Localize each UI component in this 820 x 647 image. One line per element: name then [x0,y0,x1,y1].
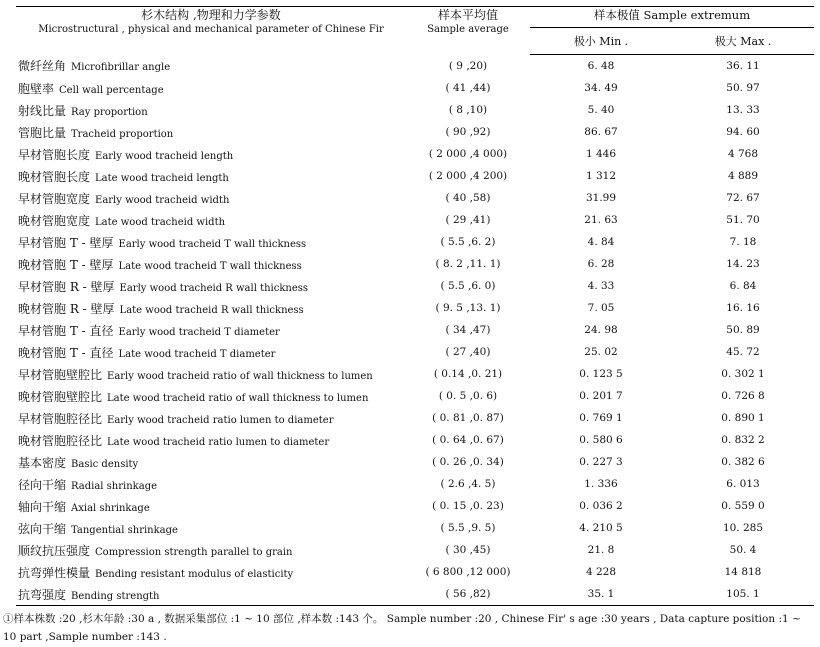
sample-average-cell: ( 2.6 ,4. 5) [440,478,496,490]
parameter-name-zh: 早材管胞 T - 直径 [18,323,114,338]
max-cell: 50. 4 [729,544,757,556]
min-cell: 0. 123 5 [579,368,623,380]
table-row [16,341,814,363]
header-min: 极小 Min . [530,28,672,55]
sample-average-cell: ( 0. 15 ,0. 23) [432,500,504,512]
parameter-name-en: Late wood tracheid width [95,216,226,228]
sample-average-cell: ( 8 ,10) [448,104,488,116]
min-cell: 0. 580 6 [579,434,623,446]
parameter-name-en: Basic density [71,458,139,470]
table-row [16,209,814,231]
parameter-name-zh: 抗弯强度 [18,587,67,602]
parameter-name [16,561,406,583]
max-cell: 0. 382 6 [721,456,765,468]
table-row [16,451,814,473]
parameter-name-en: Microfibrillar angle [71,62,171,74]
parameter-name-zh: 早材管胞 R - 壁厚 [18,279,115,294]
table-row [16,99,814,121]
min-cell: 1 312 [585,170,617,182]
min-cell: 0. 769 1 [579,412,623,424]
table-row [16,561,814,583]
parameter-name-zh: 晚材管胞宽度 [18,213,91,228]
min-cell: 35. 1 [530,583,672,606]
max-cell: 4 889 [727,170,759,182]
sample-average-cell: ( 40 ,58) [445,192,491,204]
max-cell: 0. 302 1 [721,368,765,380]
parameter-name [16,473,406,495]
max-cell: 50. 89 [726,324,760,336]
min-cell: 24. 98 [584,324,618,336]
parameter-name-zh: 晚材管胞 R - 壁厚 [18,301,115,316]
parameter-name-en: Early wood tracheid ratio lumen to diameter [107,414,334,426]
sample-average-cell: ( 34 ,47) [445,324,491,336]
parameter-name-en: Late wood tracheid T wall thickness [118,260,302,272]
max-cell: 51. 70 [726,214,760,226]
min-cell: 25. 02 [584,346,618,358]
parameter-name-zh: 基本密度 [18,455,67,470]
parameter-name-zh: 顺纹抗压强度 [18,543,91,558]
parameter-name [16,77,406,99]
header-parameter-zh: 杉木结构 ,物理和力学参数 [141,8,281,22]
parameter-name [16,121,406,143]
sample-average-cell: ( 0. 64 ,0. 67) [432,434,504,446]
table-row [16,385,814,407]
parameter-name-zh: 早材管胞长度 [18,147,91,162]
max-cell: 7. 18 [729,236,757,248]
parameter-name [16,495,406,517]
parameter-name-en: Early wood tracheid ratio of wall thickness to lumen [107,370,373,382]
min-cell: 31.99 [585,192,617,204]
sample-average-cell: ( 30 ,45) [445,544,491,556]
sample-average-cell: ( 9. 5 ,13. 1) [435,302,501,314]
min-cell: 86. 67 [584,126,618,138]
sample-average-cell: ( 56 ,82) [406,583,530,606]
parameter-name-zh: 射线比量 [18,103,67,118]
parameter-name-en: Compression strength parallel to grain [95,546,293,558]
table-row [16,187,814,209]
sample-average-cell: ( 2 000 ,4 000) [428,148,508,160]
max-cell: 14. 23 [726,258,760,270]
parameter-name-en: Ray proportion [71,106,148,118]
sample-average-cell: ( 5.5 ,6. 0) [440,280,496,292]
footnote: ①样本株数 :20 ,杉木年龄 :30 a , 数据采集部位 :1 ~ 10 部位 ,样本数 :143 个。 Sample number :20 , Chinese Fir' s age :30 years , Data capture position :1 ~ 10 part ,Sample number :143 . [3,613,801,643]
max-cell: 0. 832 2 [721,434,765,446]
sample-average-cell: ( 0. 5 ,0. 6) [438,390,498,402]
min-cell: 21. 63 [584,214,618,226]
parameter-name-zh: 径向干缩 [18,477,67,492]
table-row [16,539,814,561]
parameter-name-zh: 晚材管胞长度 [18,169,91,184]
header-max: 极大 Max . [672,28,814,55]
sample-average-cell: ( 0. 81 ,0. 87) [432,412,504,424]
parameter-name-zh: 早材管胞壁腔比 [18,367,103,382]
parameter-name-en: Axial shrinkage [71,502,150,514]
parameter-name [16,363,406,385]
sample-average-cell: ( 8. 2 ,11. 1) [435,258,501,270]
parameter-name-en: Early wood tracheid T wall thickness [118,238,307,250]
parameter-name-en: Bending strength [71,590,160,602]
table-row [16,297,814,319]
min-cell: 4. 84 [587,236,615,248]
parameter-name [16,539,406,561]
max-cell: 105. 1 [672,583,814,606]
parameter-name [16,275,406,297]
table-row [16,473,814,495]
table-row [16,407,814,429]
parameter-name-zh: 轴向干缩 [18,499,67,514]
header-average-en: Sample average [427,24,509,35]
min-cell: 0. 227 3 [579,456,623,468]
table-row [16,319,814,341]
table-row [16,55,814,78]
header-average [406,7,530,55]
parameter-name [16,253,406,275]
parameter-name-en: Early wood tracheid length [95,150,234,162]
min-cell: 6. 28 [587,258,615,270]
parameter-name-en: Late wood tracheid length [95,172,229,184]
parameter-name-zh: 弦向干缩 [18,521,67,536]
parameter-name [16,583,406,606]
parameter-name-zh: 抗弯弹性模量 [18,565,91,580]
sample-average-cell: ( 5.5 ,9. 5) [440,522,496,534]
header-average-zh: 样本平均值 [437,8,498,22]
parameter-name-en: Cell wall percentage [59,84,164,96]
max-cell: 72. 67 [726,192,760,204]
sample-average-cell: ( 90 ,92) [445,126,491,138]
parameter-table [16,6,814,606]
max-cell: 0. 559 0 [721,500,765,512]
max-cell: 0. 726 8 [721,390,765,402]
parameter-name-zh: 晚材管胞壁腔比 [18,389,103,404]
min-cell: 5. 40 [587,104,615,116]
table-body [16,55,814,606]
parameter-name-en: Radial shrinkage [71,480,158,492]
parameter-name-en: Bending resistant modulus of elasticity [95,568,294,580]
parameter-name-zh: 管胞比量 [18,125,67,140]
parameter-name [16,143,406,165]
max-cell: 13. 33 [726,104,760,116]
min-cell: 4 228 [585,566,617,578]
min-cell: 6. 48 [587,60,615,72]
sample-average-cell: ( 2 000 ,4 200) [428,170,508,182]
parameter-name-zh: 早材管胞腔径比 [18,411,103,426]
parameter-name-zh: 微纤丝角 [18,59,67,74]
min-cell: 1 446 [585,148,617,160]
parameter-name-zh: 晚材管胞 T - 直径 [18,345,114,360]
max-cell: 50. 97 [726,82,760,94]
parameter-name [16,165,406,187]
table-row [16,517,814,539]
parameter-name-en: Early wood tracheid R wall thickness [119,282,309,294]
max-cell: 6. 84 [729,280,757,292]
parameter-name [16,407,406,429]
max-cell: 45. 72 [726,346,760,358]
parameter-name-en: Early wood tracheid T diameter [118,326,280,338]
min-cell: 4. 33 [587,280,615,292]
parameter-name [16,451,406,473]
sample-average-cell: ( 5.5 ,6. 2) [440,236,496,248]
max-cell: 0. 890 1 [721,412,765,424]
sample-average-cell: ( 9 ,20) [448,59,488,72]
parameter-name-zh: 晚材管胞腔径比 [18,433,103,448]
max-cell: 10. 285 [722,522,764,534]
parameter-name-en: Tangential shrinkage [71,524,178,536]
parameter-name-en: Early wood tracheid width [95,194,230,206]
max-cell: 36. 11 [726,60,760,72]
parameter-name [16,297,406,319]
table-row [16,121,814,143]
table-row [16,495,814,517]
parameter-name [16,99,406,121]
parameter-name [16,187,406,209]
table-row [16,429,814,451]
parameter-name [16,231,406,253]
min-cell: 4. 210 5 [579,522,623,534]
parameter-name [16,319,406,341]
table-row [16,77,814,99]
max-cell: 6. 013 [726,478,760,490]
sample-average-cell: ( 41 ,44) [445,82,491,94]
parameter-name-zh: 晚材管胞 T - 壁厚 [18,257,114,272]
header-parameter [16,7,406,55]
parameter-name-en: Late wood tracheid ratio lumen to diameter [107,436,330,448]
parameter-name [16,517,406,539]
table-row [16,143,814,165]
parameter-name [16,341,406,363]
sample-average-cell: ( 0.14 ,0. 21) [433,368,503,380]
header-extremum: 样本极值 Sample extremum [530,7,814,28]
table-row [16,231,814,253]
max-cell: 94. 60 [726,126,760,138]
max-cell: 4 768 [727,148,759,160]
parameter-name [16,385,406,407]
sample-average-cell: ( 0. 26 ,0. 34) [432,456,504,468]
table-row [16,253,814,275]
parameter-name-en: Late wood tracheid R wall thickness [119,304,304,316]
sample-average-cell: ( 27 ,40) [445,346,491,358]
parameter-name-en: Tracheid proportion [71,128,174,140]
min-cell: 0. 201 7 [579,390,623,402]
min-cell: 0. 036 2 [579,500,623,512]
parameter-name-zh: 早材管胞宽度 [18,191,91,206]
parameter-name-zh: 早材管胞 T - 壁厚 [18,235,114,250]
parameter-name-en: Late wood tracheid ratio of wall thickness to lumen [107,392,369,404]
table-row [16,275,814,297]
table-row [16,165,814,187]
max-cell: 14 818 [724,566,762,578]
table-row [16,583,814,606]
parameter-name-en: Late wood tracheid T diameter [118,348,276,360]
max-cell: 16. 16 [726,302,760,314]
parameter-name [16,55,406,78]
min-cell: 34. 49 [584,82,618,94]
parameter-name-zh: 胞壁率 [18,81,55,96]
min-cell: 7. 05 [587,302,615,314]
parameter-name [16,209,406,231]
table-row [16,363,814,385]
sample-average-cell: ( 6 800 ,12 000) [425,566,511,578]
header-parameter-en: Microstructural , physical and mechanical parameter of Chinese Fir [38,24,384,35]
min-cell: 21. 8 [587,544,615,556]
parameter-name [16,429,406,451]
sample-average-cell: ( 29 ,41) [445,214,491,226]
min-cell: 1. 336 [584,478,618,490]
